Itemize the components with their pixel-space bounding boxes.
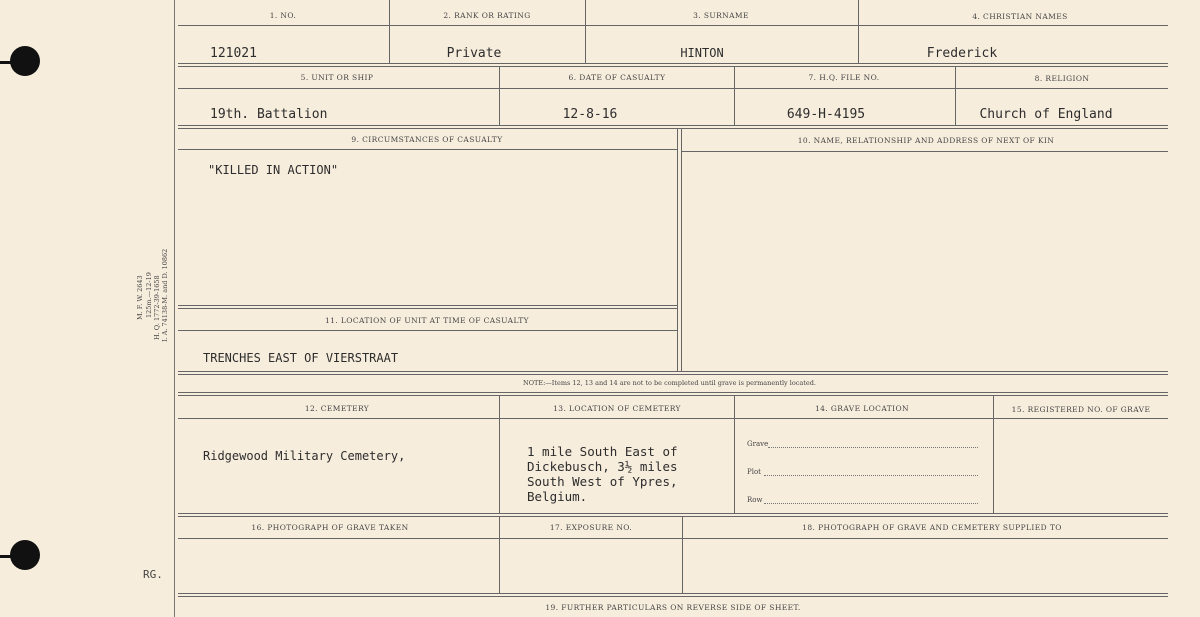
value-christian: Frederick (926, 46, 998, 61)
label-religion: 8. RELIGION (1034, 74, 1090, 83)
row1-div-3 (858, 0, 859, 63)
margin-rule (174, 0, 175, 617)
row3-bottom-rule (178, 371, 1168, 372)
punch-hole-top (10, 46, 40, 76)
row3-label-rule-right (682, 151, 1168, 152)
label-cemetery: 12. CEMETERY (304, 404, 370, 413)
punch-hole-top-tail (0, 61, 14, 64)
plot-label: Plot (747, 468, 761, 476)
row1-div-2 (585, 0, 586, 63)
side-print-1: M. F. W. 2643 (136, 275, 144, 320)
row1-div-1 (389, 0, 390, 63)
note-text: NOTE:—Items 12, 13 and 14 are not to be completed until grave is permanently located. (523, 379, 816, 387)
row5-div-2 (682, 516, 683, 593)
row5-div-1 (499, 516, 500, 593)
label-christian: 4. CHRISTIAN NAMES (972, 12, 1068, 21)
row4-div-1 (499, 395, 500, 513)
value-cemetery: Ridgewood Military Cemetery, (203, 449, 406, 463)
value-religion: Church of England (979, 107, 1113, 122)
grave-label: Grave (747, 440, 769, 448)
row5-label-rule (178, 538, 1168, 539)
row2-div-2 (734, 66, 735, 125)
value-location-unit: TRENCHES EAST OF VIERSTRAAT (203, 351, 399, 365)
value-unit: 19th. Battalion (210, 107, 328, 122)
row2-label-rule (178, 88, 1168, 89)
row5-bottom-rule (178, 593, 1168, 594)
label-surname: 3. SURNAME (693, 11, 749, 20)
row3-loc-label-rule (178, 330, 677, 331)
footer-text: 19. FURTHER PARTICULARS ON REVERSE SIDE OF SHEET. (545, 603, 801, 612)
row1-bottom-rule (178, 63, 1168, 64)
value-date: 12-8-16 (562, 107, 618, 122)
label-registered-no: 15. REGISTERED NO. OF GRAVE (1011, 405, 1151, 414)
row1-label-rule (178, 25, 1168, 26)
label-hq: 7. H.Q. FILE NO. (808, 73, 880, 82)
value-no: 121021 (210, 46, 257, 61)
row2-div-3 (955, 66, 956, 125)
grave-dots (768, 447, 978, 448)
row4-div-3 (993, 395, 994, 513)
row3-mid-rule (178, 305, 677, 306)
row2-div-1 (499, 66, 500, 125)
label-circumstances: 9. CIRCUMSTANCES OF CASUALTY (351, 135, 503, 144)
label-cemetery-location: 13. LOCATION OF CEMETERY (553, 404, 681, 413)
row2-bottom-rule (178, 125, 1168, 126)
side-print-3: H. Q. 1772-39-1658 (153, 275, 161, 340)
row4-bottom-rule (178, 513, 1168, 514)
side-print-2: 125m.—12-19 (145, 272, 153, 318)
value-rank: Private (446, 46, 502, 61)
row-label: Row (747, 496, 763, 504)
row-dots (764, 503, 978, 504)
punch-hole-bottom (10, 540, 40, 570)
row3-div (681, 128, 682, 372)
label-unit: 5. UNIT OR SHIP (300, 73, 374, 82)
row4-top-rule (178, 392, 1168, 393)
plot-dots (764, 475, 978, 476)
label-photo-supplied: 18. PHOTOGRAPH OF GRAVE AND CEMETERY SUPPLIED TO (802, 523, 1062, 532)
label-next-of-kin: 10. NAME, RELATIONSHIP AND ADDRESS OF NEXT OF KIN (797, 136, 1055, 145)
side-print-4: I. A. 74138-M. and D. 10862 (161, 248, 169, 342)
label-photo-taken: 16. PHOTOGRAPH OF GRAVE TAKEN (251, 523, 409, 532)
value-cemetery-location: 1 mile South East of Dickebusch, 3½ miles South West of Ypres, Belgium. (527, 444, 678, 504)
row3-inner-div (677, 128, 678, 372)
value-surname: HINTON (680, 46, 724, 60)
label-location-unit: 11. LOCATION OF UNIT AT TIME OF CASUALTY (325, 316, 529, 325)
label-date: 6. DATE OF CASUALTY (568, 73, 666, 82)
value-circumstances: "KILLED IN ACTION" (208, 163, 339, 177)
row4-label-rule (178, 418, 1168, 419)
row4-div-2 (734, 395, 735, 513)
label-exposure: 17. EXPOSURE NO. (549, 523, 633, 532)
label-no: 1. NO. (269, 11, 297, 20)
label-rank: 2. RANK OR RATING (443, 11, 531, 20)
row3-label-rule-left (178, 149, 677, 150)
value-hq: 649-H-4195 (786, 107, 866, 122)
punch-hole-bottom-tail (0, 555, 14, 558)
label-grave-location: 14. GRAVE LOCATION (814, 404, 910, 413)
rg-mark: RG. (143, 568, 163, 581)
